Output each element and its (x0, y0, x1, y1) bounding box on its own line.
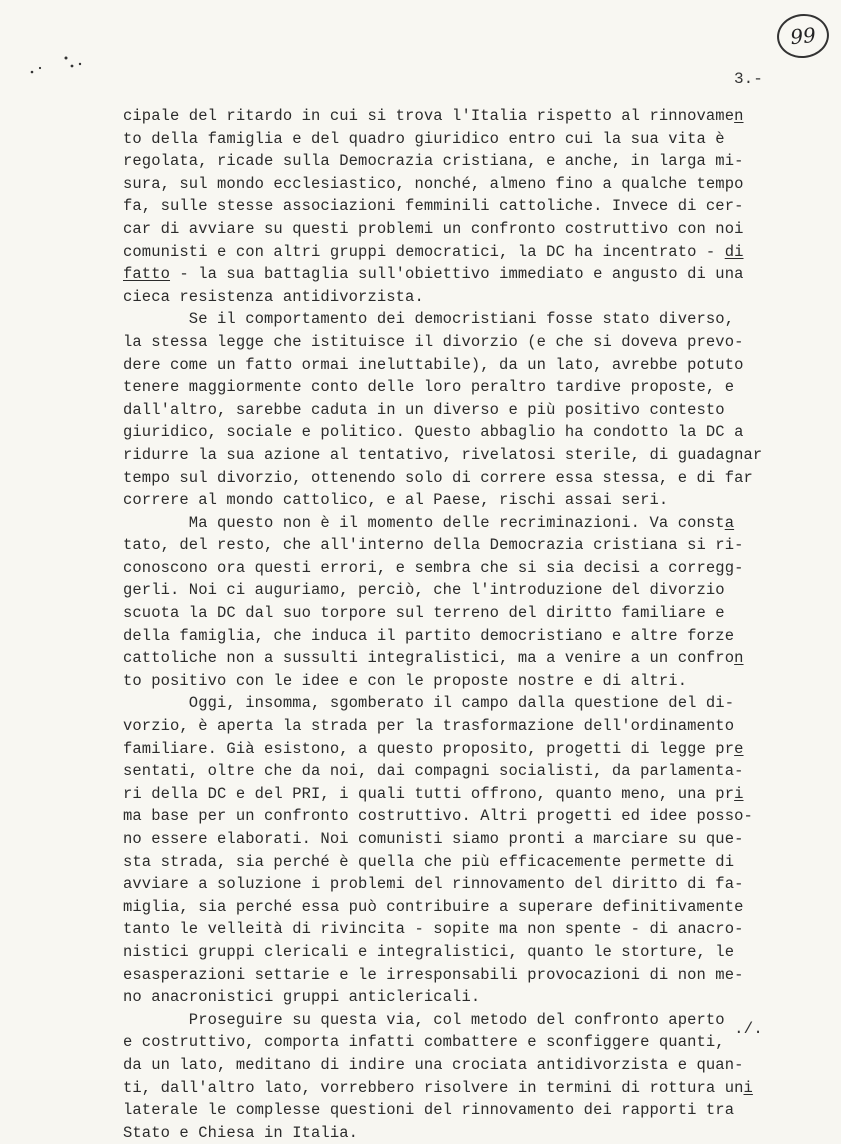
line-text: scuota la DC dal suo torpore sul terreno del diritto familiare e (123, 604, 725, 623)
text-line (123, 354, 803, 377)
text-line (123, 1054, 803, 1077)
text-line (123, 150, 803, 173)
line-text: giuridico, sociale e politico. Questo abbaglio ha condotto la DC a (123, 423, 744, 442)
text-line (123, 376, 803, 399)
line-text: fa, sulle stesse associazioni femminili cattoliche. Invece di cer- (123, 197, 744, 216)
text-line (123, 534, 803, 557)
line-text: Proseguire su questa via, col metodo del confronto aperto (123, 1010, 725, 1029)
text-line (123, 941, 803, 964)
line-text: no essere elaborati. Noi comunisti siamo pronti a marciare su que- (123, 830, 744, 848)
line-text: correre al mondo cattolico, e al Paese, rischi assai seri. (123, 491, 669, 510)
text-line (123, 444, 803, 467)
text-line (123, 421, 803, 444)
line-text: cattoliche non a sussulti integralistici, ma a venire a un confro (123, 649, 735, 668)
text-line (123, 625, 803, 648)
line-text: - la sua battaglia sull'obiettivo immediato e angusto di una (170, 265, 744, 284)
text-line (123, 308, 803, 331)
text-line (123, 263, 803, 286)
line-text: laterale le complesse questioni del rinnovamento dei rapporti tra (123, 1101, 735, 1120)
line-text: ti, dall'altro lato, vorrebbero risolvere in termini di rottura un (123, 1078, 744, 1097)
line-text: gerli. Noi ci auguriamo, perciò, che l'introduzione del divorzio (123, 581, 725, 600)
underlined-text: di (724, 242, 744, 261)
line-text: la stessa legge che istituisce il divorzio (e che si doveva prevo- (123, 332, 744, 351)
line-text: car di avviare su questi problemi un confronto costruttivo con noi (123, 219, 744, 238)
line-text: cipale del ritardo in cui si trova l'Italia rispetto al rinnovame (123, 107, 735, 125)
text-line (123, 173, 803, 196)
text-line (123, 851, 803, 874)
line-text: dere come un fatto ormai ineluttabile), da un lato, avrebbe potuto (123, 355, 744, 374)
text-line (123, 489, 803, 512)
page-number: 3.- (734, 70, 763, 88)
ink-specks (28, 52, 88, 82)
text-line (123, 647, 803, 670)
page-stamp (775, 11, 831, 60)
text-line (123, 218, 803, 241)
text-line (123, 918, 803, 941)
text-line (123, 331, 803, 354)
line-text: miglia, sia perché essa può contribuire a superare definitivamente (123, 897, 744, 916)
line-text: Se il comportamento dei democristiani fosse stato diverso, (123, 310, 735, 329)
line-text: tempo sul divorzio, ottenendo solo di correre essa stessa, e di far (123, 468, 753, 487)
text-line (123, 195, 803, 218)
line-text: da un lato, meditano di indire una crociata antidivorzista e quan- (123, 1055, 744, 1074)
text-line (123, 1009, 803, 1032)
underlined-text: i (734, 784, 744, 803)
line-text: e costruttivo, comporta infatti combattere e sconfiggere quanti, (123, 1033, 725, 1052)
underlined-text: e (734, 739, 744, 758)
text-line (123, 896, 803, 919)
text-line (123, 1031, 803, 1054)
text-line (123, 1099, 803, 1122)
text-line (123, 692, 803, 715)
text-line (123, 1122, 803, 1144)
line-text: Oggi, insomma, sgomberato il campo dalla questione del di- (123, 694, 735, 713)
line-text: conoscono ora questi errori, e sembra che si sia decisi a corregg- (123, 558, 744, 577)
text-line (123, 828, 803, 851)
text-line (123, 964, 803, 987)
text-line (123, 105, 803, 128)
line-text: ridurre la sua azione al tentativo, rivelatosi sterile, di guadagnar (123, 445, 763, 464)
line-text: avviare a soluzione i problemi del rinnovamento del diritto di fa- (123, 875, 744, 894)
text-line (123, 286, 803, 309)
line-text: esasperazioni settarie e le irresponsabili provocazioni di non me- (123, 965, 744, 984)
text-line (123, 512, 803, 535)
line-text: cieca resistenza antidivorzista. (123, 287, 424, 306)
line-text: sta strada, sia perché è quella che più efficacemente permette di (123, 852, 735, 871)
text-line (123, 670, 803, 693)
line-text: tenere maggiormente conto delle loro peraltro tardive proposte, e (123, 378, 735, 397)
text-line (123, 760, 803, 783)
text-line (123, 579, 803, 602)
line-text: tato, del resto, che all'interno della Democrazia cristiana si ri- (123, 536, 744, 555)
text-line (123, 128, 803, 151)
line-text: dall'altro, sarebbe caduta in un diverso e più positivo contesto (123, 400, 725, 419)
line-text: Ma questo non è il momento delle recriminazioni. Va const (123, 513, 725, 532)
text-line (123, 805, 803, 828)
line-text: della famiglia, che induca il partito democristiano e altre forze (123, 626, 735, 645)
line-text: ma base per un confronto costruttivo. Altri progetti ed idee posso- (123, 807, 753, 826)
letter-body (123, 105, 803, 1144)
line-text: to della famiglia e del quadro giuridico entro cui la sua vita è (123, 129, 725, 148)
underlined-text: i (743, 1078, 753, 1097)
line-text: ri della DC e del PRI, i quali tutti offrono, quanto meno, una pr (123, 784, 735, 803)
text-line (123, 399, 803, 422)
stamp-number: 99 (789, 22, 817, 50)
text-line (123, 467, 803, 490)
text-line (123, 738, 803, 761)
line-text: comunisti e con altri gruppi democratici, la DC ha incentrato - (123, 242, 725, 261)
text-line (123, 873, 803, 896)
underlined-text: n (734, 649, 744, 668)
line-text: tanto le velleità di rivincita - sopite ma non spente - di anacro- (123, 920, 744, 939)
underlined-text: a (724, 513, 735, 532)
line-text: no anacronistici gruppi anticlericali. (123, 988, 481, 1007)
line-text: to positivo con le idee e con le proposte nostre e di altri. (123, 671, 688, 690)
underlined-text: n (734, 107, 744, 125)
text-line (123, 783, 803, 806)
line-text: nistici gruppi clericali e integralistici, quanto le storture, le (123, 942, 735, 961)
text-line (123, 715, 803, 738)
line-text: sura, sul mondo ecclesiastico, nonché, almeno fino a qualche tempo (123, 174, 744, 193)
text-line (123, 602, 803, 625)
text-line (123, 241, 803, 264)
line-text: Stato e Chiesa in Italia. (123, 1123, 359, 1142)
line-text: sentati, oltre che da noi, dai compagni socialisti, da parlamenta- (123, 762, 744, 781)
line-text: familiare. Già esistono, a questo proposito, progetti di legge pr (123, 739, 735, 758)
underlined-text: fatto (123, 265, 171, 284)
text-line (123, 557, 803, 580)
continuation-mark: ./. (734, 1020, 763, 1038)
text-line (123, 986, 803, 1009)
line-text: vorzio, è aperta la strada per la trasformazione dell'ordinamento (123, 717, 735, 736)
line-text: regolata, ricade sulla Democrazia cristiana, e anche, in larga mi- (123, 152, 744, 171)
